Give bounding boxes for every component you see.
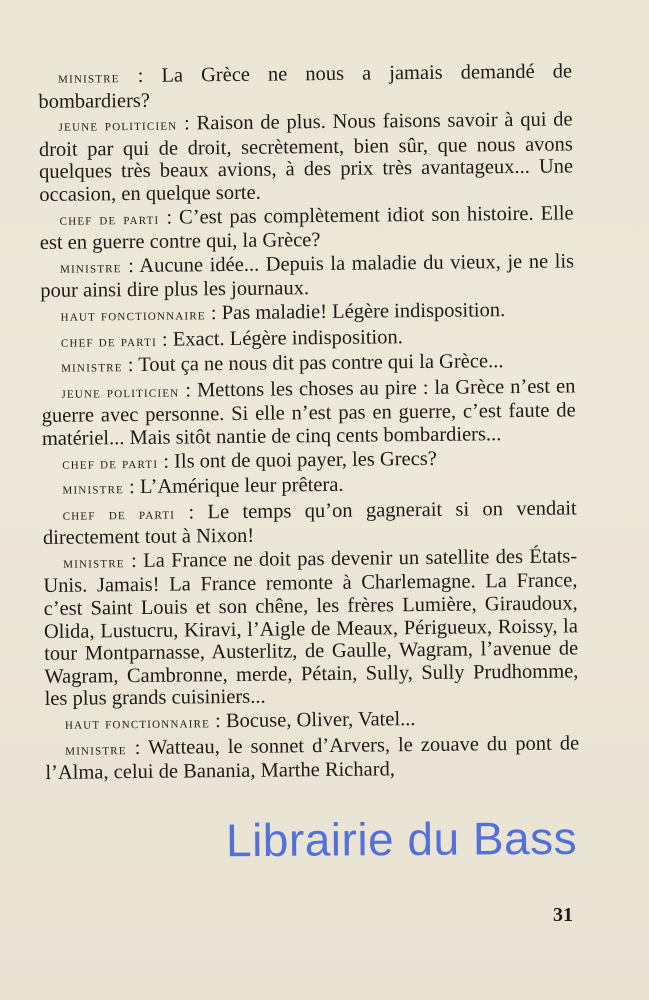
speech-text: Exact. Légère indisposition. — [172, 325, 403, 351]
speaker-label: ministre — [61, 359, 123, 376]
speaker-label: ministre — [63, 554, 125, 572]
speech-text: La Grèce ne nous a jamais demandé de bombardiers? — [38, 60, 573, 113]
page-number: 31 — [553, 904, 573, 926]
speech-14 — [45, 732, 579, 785]
speaker-label: haut fonctionnaire — [64, 715, 211, 733]
speaker-label: chef de parti — [62, 506, 176, 524]
speaker-label: ministre — [58, 70, 120, 87]
speech-text: Watteau, le sonnet d’Arvers, le zouave du pont de l’Alma, celui de Banania, Marthe Richard, — [45, 731, 580, 785]
speaker-label: jeune politicien — [61, 384, 180, 402]
speaker-separator: : — [174, 500, 208, 524]
speech-text: C’est pas complètement idiot son histoire. Elle est en guerre contre qui, la Grèce? — [39, 201, 574, 255]
speaker-label: ministre — [60, 259, 122, 277]
speech-text: Ils ont de quoi payer, les Grecs? — [173, 447, 437, 473]
speech-8 — [41, 375, 576, 450]
speaker-label: jeune politicien — [58, 117, 178, 135]
speaker-separator: : — [121, 254, 140, 277]
speaker-separator: : — [177, 112, 197, 135]
speech-11 — [43, 497, 577, 550]
speech-2 — [39, 109, 574, 207]
speaker-label: haut fonctionnaire — [60, 307, 206, 325]
speaker-separator: : — [126, 736, 149, 759]
speaker-separator: : — [119, 64, 162, 88]
speaker-label: chef de parti — [59, 211, 160, 229]
speech-text: Pas maladie! Légère indisposition. — [221, 299, 506, 325]
speaker-separator: : — [179, 379, 198, 402]
speaker-label: ministre — [62, 481, 125, 498]
dialogue-text — [38, 60, 580, 785]
speaker-separator: : — [122, 354, 139, 377]
speaker-separator: : — [124, 549, 144, 572]
speaker-separator: : — [205, 302, 222, 325]
speech-text: Aucune idée... Depuis la maladie du vieux, je ne lis pour ainsi dire plus les journaux. — [40, 250, 575, 303]
speech-text: Tout ça ne nous dit pas contre qui la Grèce... — [138, 350, 504, 377]
speaker-separator: : — [123, 476, 141, 499]
speech-text: Mettons les choses au pire : la Grèce n’est en guerre avec personne. Si elle n’est pas en guerre, c’est faute de matériel... Mais sitôt nantie de cinq cents bombardiers... — [41, 375, 576, 450]
speaker-label: ministre — [65, 741, 127, 759]
speaker-separator: : — [156, 328, 173, 351]
speech-text: Raison de plus. Nous faisons savoir à qui de droit par qui de droit, secrètement, bien sûr, que nous avons quelques très beaux avions, à des prix très avantageux... Une occasion, en quelque sorte. — [38, 108, 574, 206]
speech-text: La France ne doit pas devenir un satellite des États-Unis. Jamais! La France remonte à Charlemagne. La France, c’est Saint Louis et son chêne, les frères Lumière, Giraudoux, Olida, Lustucru, Kiravi, l’Aigle de Meaux, Périgueux, Roissy, la tour Montparnasse, Austerlitz, de Gaulle, Wagram, l’avenue de Wagram, Cambronne, merde, Pétain, Sully, Sully Prudhomme, les plus grands cuisiniers... — [43, 545, 579, 711]
speaker-label: chef de parti — [62, 455, 159, 473]
speech-text: Bocuse, Oliver, Vatel... — [225, 708, 416, 733]
watermark-text: Librairie du Bass — [225, 811, 578, 867]
speaker-separator: : — [158, 450, 175, 473]
speech-1 — [38, 60, 572, 113]
speaker-separator: : — [209, 710, 227, 733]
speaker-label: chef de parti — [60, 333, 157, 351]
speech-3 — [39, 202, 573, 255]
speech-12 — [43, 545, 579, 711]
speech-4 — [40, 250, 574, 303]
speaker-separator: : — [159, 206, 180, 229]
speech-text: L’Amérique leur prêtera. — [139, 473, 344, 499]
speech-text: Le temps qu’on gagnerait si on vendait directement tout à Nixon! — [42, 497, 577, 550]
